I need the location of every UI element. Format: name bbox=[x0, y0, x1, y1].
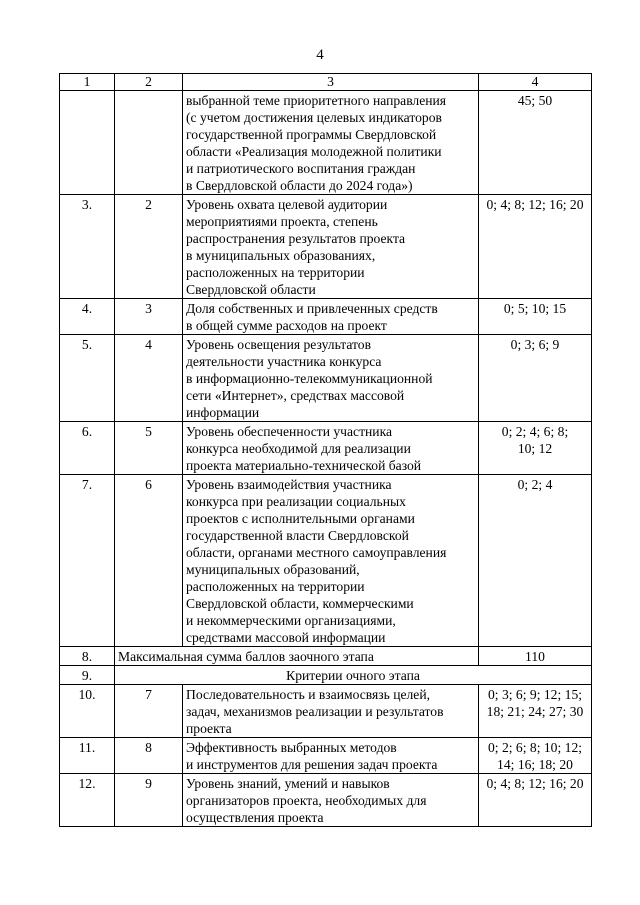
criterion-line: мероприятиями проекта, степень bbox=[186, 214, 378, 229]
criterion-line: государственной власти Свердловской bbox=[186, 528, 409, 543]
table-row bbox=[60, 91, 592, 195]
criterion-line: Уровень взаимодействия участника bbox=[186, 477, 392, 492]
points-line: 0; 4; 8; 12; 16; 20 bbox=[486, 197, 584, 212]
row-number-cell: 7. bbox=[60, 475, 115, 647]
criterion-line: проекта материально-технической базой bbox=[186, 458, 422, 473]
section-title-cell: Критерии очного этапа bbox=[115, 666, 592, 685]
criterion-code-cell: 2 bbox=[115, 195, 183, 299]
criterion-text-cell bbox=[183, 774, 479, 827]
row-number-cell: 6. bbox=[60, 422, 115, 475]
points-cell bbox=[479, 738, 592, 774]
criterion-line: (с учетом достижения целевых индикаторов bbox=[186, 110, 442, 125]
criteria-table bbox=[59, 73, 592, 827]
points-cell bbox=[479, 475, 592, 647]
criterion-line: области, органами местного самоуправления bbox=[186, 545, 447, 560]
header-cell-1: 1 bbox=[60, 74, 115, 91]
criterion-line: Свердловской области bbox=[186, 282, 316, 297]
criterion-line: в Свердловской области до 2024 года») bbox=[186, 178, 413, 193]
criterion-code-cell: 8 bbox=[115, 738, 183, 774]
table-row bbox=[60, 335, 592, 422]
criterion-line: сети «Интернет», средствах массовой bbox=[186, 388, 405, 403]
criterion-line: Свердловской области, коммерческими bbox=[186, 596, 414, 611]
criterion-text-cell bbox=[183, 475, 479, 647]
row-number-cell: 9. bbox=[60, 666, 115, 685]
row-number-cell bbox=[60, 91, 115, 195]
criterion-text-cell bbox=[183, 91, 479, 195]
row-number-cell: 12. bbox=[60, 774, 115, 827]
points-cell bbox=[479, 91, 592, 195]
criterion-line: и патриотического воспитания граждан bbox=[186, 161, 416, 176]
points-line: 0; 3; 6; 9 bbox=[510, 337, 560, 352]
criterion-code-cell: 6 bbox=[115, 475, 183, 647]
criterion-line: Уровень знаний, умений и навыков bbox=[186, 776, 390, 791]
points-line: 0; 3; 6; 9; 12; 15; bbox=[487, 687, 583, 702]
criterion-line: деятельности участника конкурса bbox=[186, 354, 382, 369]
points-line: 0; 2; 4 bbox=[517, 477, 553, 492]
criterion-line: конкурса необходимой для реализации bbox=[186, 441, 411, 456]
criterion-line: Уровень обеспеченности участника bbox=[186, 424, 393, 439]
criterion-line: средствами массовой информации bbox=[186, 630, 386, 645]
criterion-line: и инструментов для решения задач проекта bbox=[186, 757, 438, 772]
points-cell bbox=[479, 195, 592, 299]
criterion-line: расположенных на территории bbox=[186, 265, 365, 280]
criterion-text-cell bbox=[183, 195, 479, 299]
criterion-code-cell: 5 bbox=[115, 422, 183, 475]
criterion-text-cell bbox=[183, 685, 479, 738]
criterion-line: государственной программы Свердловской bbox=[186, 127, 437, 142]
page-number: 4 bbox=[316, 47, 324, 63]
header-row bbox=[60, 74, 592, 91]
criterion-line: в информационно-телекоммуникационной bbox=[186, 371, 433, 386]
criterion-text-cell bbox=[183, 299, 479, 335]
criterion-line: в общей сумме расходов на проект bbox=[186, 318, 387, 333]
header-cell-2: 2 bbox=[115, 74, 183, 91]
table-row bbox=[60, 475, 592, 647]
table-row bbox=[60, 685, 592, 738]
criterion-line: муниципальных образований, bbox=[186, 562, 360, 577]
points-cell bbox=[479, 422, 592, 475]
table-row bbox=[60, 195, 592, 299]
criterion-text-cell bbox=[183, 422, 479, 475]
header-cell-3: 3 bbox=[183, 74, 479, 91]
criterion-line: области «Реализация молодежной политики bbox=[186, 144, 442, 159]
criterion-code-cell: 7 bbox=[115, 685, 183, 738]
row-number-cell: 4. bbox=[60, 299, 115, 335]
points-line: 14; 16; 18; 20 bbox=[497, 757, 573, 772]
criterion-line: Эффективность выбранных методов bbox=[186, 740, 397, 755]
criterion-line: информации bbox=[186, 405, 260, 420]
criterion-line: Доля собственных и привлеченных средств bbox=[186, 301, 438, 316]
criterion-line: в муниципальных образованиях, bbox=[186, 248, 376, 263]
criterion-line: организаторов проекта, необходимых для bbox=[186, 793, 427, 808]
row-number-cell: 8. bbox=[60, 647, 115, 666]
criterion-line: осуществления проекта bbox=[186, 810, 324, 825]
points-line: 0; 4; 8; 12; 16; 20 bbox=[486, 776, 584, 791]
criterion-line: Уровень охвата целевой аудитории bbox=[186, 197, 388, 212]
criterion-line: проектов с исполнительными органами bbox=[186, 511, 415, 526]
criterion-line: выбранной теме приоритетного направления bbox=[186, 93, 447, 108]
criterion-text-cell bbox=[183, 738, 479, 774]
points-cell bbox=[479, 335, 592, 422]
criterion-code-cell: 4 bbox=[115, 335, 183, 422]
row-number-cell: 11. bbox=[60, 738, 115, 774]
points-line: 10; 12 bbox=[517, 441, 553, 456]
points-cell bbox=[479, 774, 592, 827]
table-row bbox=[60, 299, 592, 335]
points-line: 0; 2; 6; 8; 10; 12; bbox=[487, 740, 583, 755]
row-number-cell: 10. bbox=[60, 685, 115, 738]
total-row bbox=[60, 647, 592, 666]
total-label-cell: Максимальная сумма баллов заочного этапа bbox=[115, 647, 479, 666]
section-row bbox=[60, 666, 592, 685]
row-number-cell: 3. bbox=[60, 195, 115, 299]
points-line: 18; 21; 24; 27; 30 bbox=[486, 704, 584, 719]
criterion-line: конкурса при реализации социальных bbox=[186, 494, 406, 509]
points-line: 45; 50 bbox=[517, 93, 553, 108]
criterion-line: задач, механизмов реализации и результатов bbox=[186, 704, 444, 719]
points-cell bbox=[479, 299, 592, 335]
criterion-code-cell: 3 bbox=[115, 299, 183, 335]
table-row bbox=[60, 738, 592, 774]
criterion-line: Последовательность и взаимосвязь целей, bbox=[186, 687, 430, 702]
criterion-line: распространения результатов проекта bbox=[186, 231, 406, 246]
criterion-line: проекта bbox=[186, 721, 232, 736]
points-cell bbox=[479, 685, 592, 738]
table-row bbox=[60, 774, 592, 827]
points-line: 0; 2; 4; 6; 8; bbox=[501, 424, 569, 439]
criterion-line: Уровень освещения результатов bbox=[186, 337, 372, 352]
total-points-cell: 110 bbox=[479, 647, 592, 666]
table-row bbox=[60, 422, 592, 475]
points-line: 0; 5; 10; 15 bbox=[503, 301, 567, 316]
criterion-line: и некоммерческими организациями, bbox=[186, 613, 396, 628]
row-number-cell: 5. bbox=[60, 335, 115, 422]
criterion-text-cell bbox=[183, 335, 479, 422]
criterion-line: расположенных на территории bbox=[186, 579, 365, 594]
criterion-code-cell bbox=[115, 91, 183, 195]
header-cell-4: 4 bbox=[479, 74, 592, 91]
criterion-code-cell: 9 bbox=[115, 774, 183, 827]
